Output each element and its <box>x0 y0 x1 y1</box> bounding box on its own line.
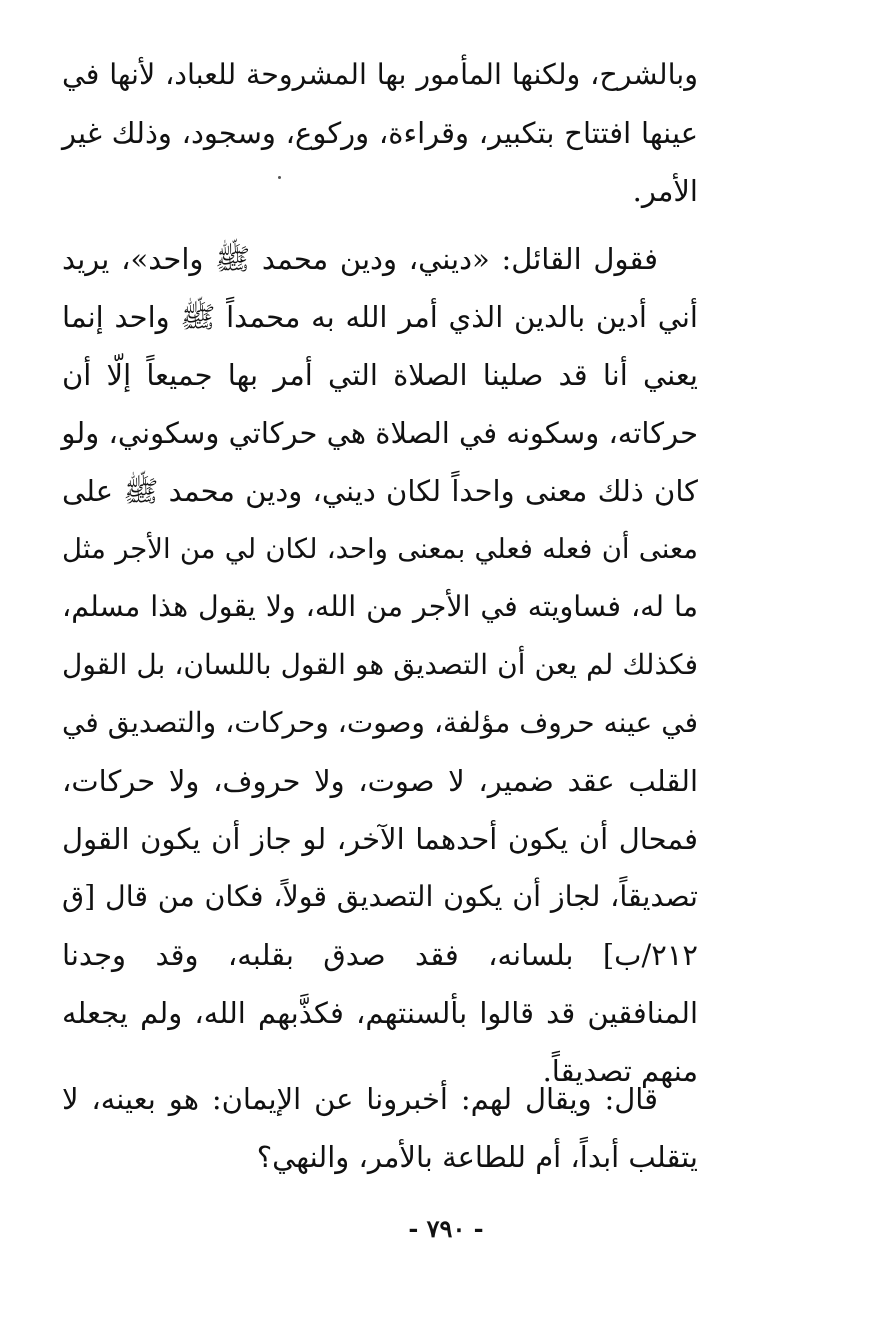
text-line: قال: ويقال لهم: أخبرونا عن الإيمان: هو بعينه، لا <box>62 1082 658 1116</box>
paragraph-question <box>62 1070 698 1186</box>
text-line: يتقلب أبداً، أم للطاعة بالأمر، والنهي؟ <box>256 1140 698 1174</box>
text-line: وبالشرح، ولكنها المأمور بها المشروحة للعباد، لأنها في <box>62 58 698 91</box>
text-line: أني أدين بالدين الذي أمر الله به محمداً ﷺ واحد إنما <box>62 300 698 334</box>
scan-speck <box>278 176 281 179</box>
paragraph-continuation <box>62 46 698 220</box>
text-line: ما له، فساويته في الأجر من الله، ولا يقول هذا مسلم، <box>62 590 698 623</box>
paragraph-main <box>62 230 698 1100</box>
text-line: يعني أنا قد صلينا الصلاة التي أمر بها جميعاً إلّا أن <box>62 358 698 392</box>
text-line: عينها افتتاح بتكبير، وقراءة، وركوع، وسجود، وذلك غير <box>62 116 698 150</box>
page-number: - ٧٩٠ - <box>408 1214 484 1243</box>
text-line: ٢١٢/ب] بلسانه، فقد صدق بقلبه، وقد وجدنا <box>62 938 698 972</box>
text-line: فقول القائل: «ديني، ودين محمد ﷺ واحد»، يريد <box>62 242 658 276</box>
text-line: منهم تصديقاً. <box>542 1054 698 1088</box>
text-line: فكذلك لم يعن أن التصديق هو القول باللسان، بل القول <box>62 648 699 681</box>
text-line: المنافقين قد قالوا بألسنتهم، فكذَّبهم الله، ولم يجعله <box>62 996 698 1030</box>
text-line: في عينه حروف مؤلفة، وصوت، وحركات، والتصديق في <box>62 706 698 739</box>
text-line: القلب عقد ضمير، لا صوت، ولا حروف، ولا حركات، <box>62 764 698 798</box>
text-line: معنى أن فعله فعلي بمعنى واحد، لكان لي من الأجر مثل <box>62 533 698 565</box>
text-line: تصديقاً، لجاز أن يكون التصديق قولاً، فكان من قال [ق <box>62 880 698 913</box>
text-line: الأمر. <box>632 174 698 208</box>
text-line: فمحال أن يكون أحدهما الآخر، لو جاز أن يكون القول <box>62 822 698 856</box>
text-line: كان ذلك معنى واحداً لكان ديني، ودين محمد ﷺ على <box>62 474 698 508</box>
text-line: حركاته، وسكونه في الصلاة هي حركاتي وسكوني، ولو <box>61 416 698 450</box>
